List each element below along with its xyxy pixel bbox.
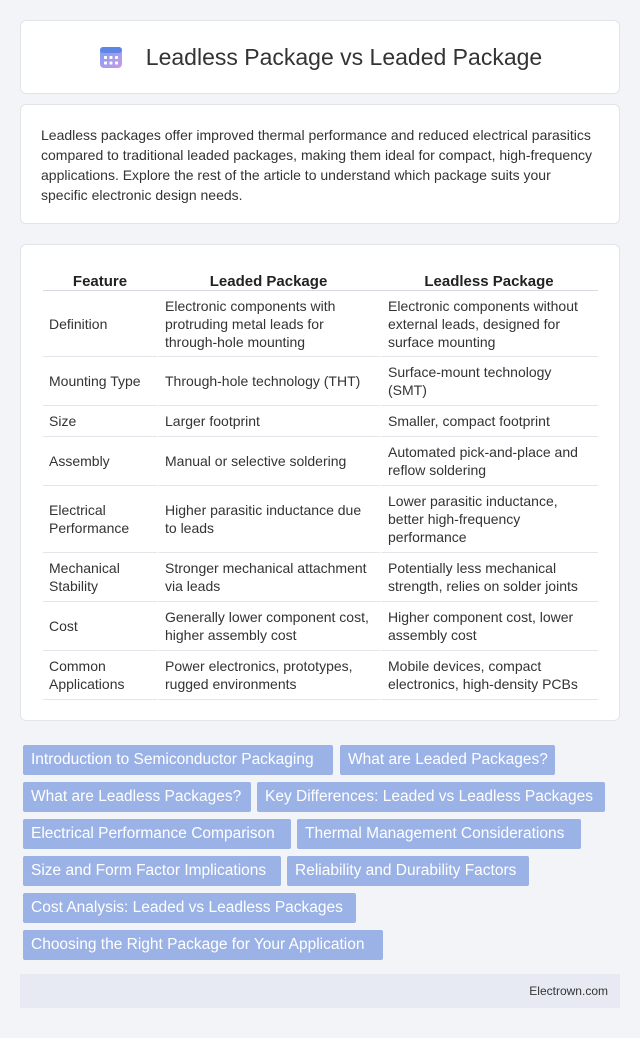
table-header-leadless: Leadless Package xyxy=(380,265,598,291)
table-cell-feature: Common Applications xyxy=(43,651,157,700)
table-cell-feature: Size xyxy=(43,406,157,437)
table-cell-leadless: Electronic components without external leads, designed for surface mounting xyxy=(380,291,598,357)
table-cell-leaded: Electronic components with protruding metal leads for through-hole mounting xyxy=(157,291,380,357)
tag-cost-analysis[interactable]: Cost Analysis: Leaded vs Leadless Packages xyxy=(23,893,356,923)
table-cell-feature: Cost xyxy=(43,602,157,651)
comparison-table xyxy=(43,265,598,700)
table-cell-feature: Definition xyxy=(43,291,157,357)
table-cell-leadless: Lower parasitic inductance, better high-frequency performance xyxy=(380,486,598,553)
table-cell-leadless: Automated pick-and-place and reflow soldering xyxy=(380,437,598,486)
table-cell-leadless: Smaller, compact footprint xyxy=(380,406,598,437)
table-header-row xyxy=(43,265,598,291)
table-row xyxy=(43,406,598,437)
title-card xyxy=(20,20,620,94)
table-cell-leaded: Stronger mechanical attachment via leads xyxy=(157,553,380,602)
table-row xyxy=(43,602,598,651)
table-cell-leadless: Potentially less mechanical strength, relies on solder joints xyxy=(380,553,598,602)
tag-reliability[interactable]: Reliability and Durability Factors xyxy=(287,856,529,886)
tag-choosing-package[interactable]: Choosing the Right Package for Your Application xyxy=(23,930,383,960)
table-cell-feature: Mounting Type xyxy=(43,357,157,406)
table-cell-feature: Assembly xyxy=(43,437,157,486)
table-cell-leaded: Generally lower component cost, higher assembly cost xyxy=(157,602,380,651)
tag-size-form-factor[interactable]: Size and Form Factor Implications xyxy=(23,856,281,886)
table-cell-leaded: Power electronics, prototypes, rugged environments xyxy=(157,651,380,700)
tag-leadless-packages[interactable]: What are Leadless Packages? xyxy=(23,782,251,812)
footer xyxy=(20,974,620,1008)
table-row xyxy=(43,291,598,357)
page-title: Leadless Package vs Leaded Package xyxy=(145,43,543,70)
tag-key-differences[interactable]: Key Differences: Leaded vs Leadless Packages xyxy=(257,782,605,812)
table-row xyxy=(43,437,598,486)
table-row xyxy=(43,553,598,602)
table-header-leaded: Leaded Package xyxy=(157,265,380,291)
footer-brand[interactable]: Electrown.com xyxy=(529,984,608,998)
table-row xyxy=(43,486,598,553)
table-header-feature: Feature xyxy=(43,265,157,291)
tag-thermal-management[interactable]: Thermal Management Considerations xyxy=(297,819,581,849)
intro-text: Leadless packages offer improved thermal performance and reduced electrical parasitics compared to traditional leaded packages, making them ideal for compact, high-frequency applications. Explore the rest of the article to understand which package suits your specific electronic design needs. xyxy=(41,127,592,203)
tag-leaded-packages[interactable]: What are Leaded Packages? xyxy=(340,745,555,775)
table-cell-leadless: Surface-mount technology (SMT) xyxy=(380,357,598,406)
table-cell-leaded: Higher parasitic inductance due to leads xyxy=(157,486,380,553)
tag-introduction[interactable]: Introduction to Semiconductor Packaging xyxy=(23,745,333,775)
intro-card xyxy=(20,104,620,224)
tag-electrical-performance[interactable]: Electrical Performance Comparison xyxy=(23,819,291,849)
calendar-grid-icon xyxy=(98,44,124,70)
table-cell-leadless: Mobile devices, compact electronics, high-density PCBs xyxy=(380,651,598,700)
table-cell-feature: Mechanical Stability xyxy=(43,553,157,602)
table-row xyxy=(43,357,598,406)
table-cell-leaded: Manual or selective soldering xyxy=(157,437,380,486)
table-cell-feature: Electrical Performance xyxy=(43,486,157,553)
table-cell-leadless: Higher component cost, lower assembly cost xyxy=(380,602,598,651)
table-cell-leaded: Through-hole technology (THT) xyxy=(157,357,380,406)
table-cell-leaded: Larger footprint xyxy=(157,406,380,437)
table-row xyxy=(43,651,598,700)
comparison-table-card xyxy=(20,244,620,721)
